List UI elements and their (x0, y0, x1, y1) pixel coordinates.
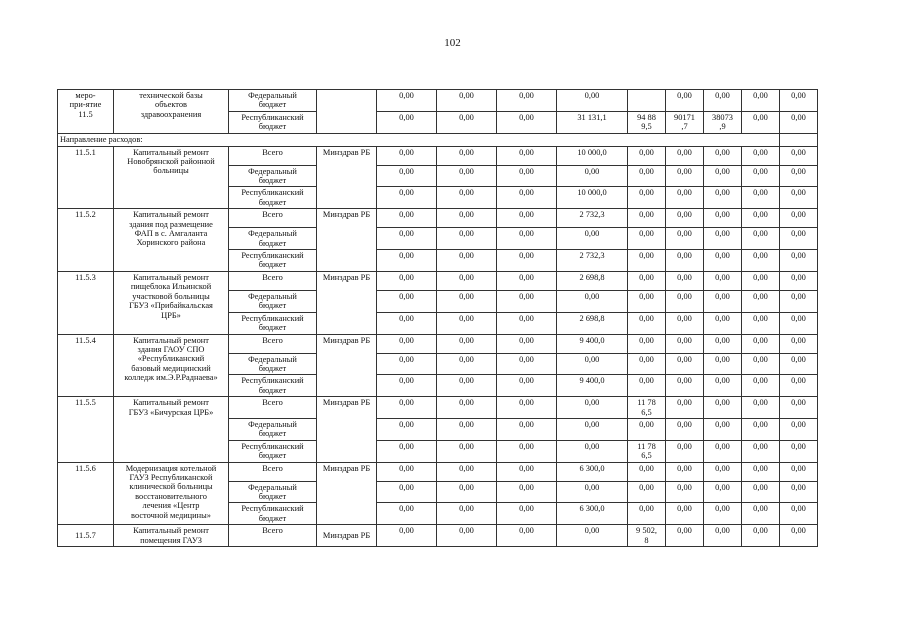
amount-cell: 2 698,8 (557, 312, 628, 334)
amount-cell: 0,00 (780, 418, 818, 440)
amount-cell: 0,00 (377, 462, 437, 481)
amount-cell: 0,00 (780, 209, 818, 228)
amount-cell: 0,00 (742, 418, 780, 440)
amount-cell: 0,00 (704, 290, 742, 312)
amount-cell: 0,00 (437, 146, 497, 165)
amount-cell: 0,00 (704, 418, 742, 440)
amount-cell: 0,00 (497, 209, 557, 228)
amount-cell: 0,00 (780, 271, 818, 290)
amount-cell: 0,00 (780, 90, 818, 112)
amount-cell: 2 698,8 (557, 271, 628, 290)
table-row (58, 90, 818, 112)
table-row (58, 334, 818, 353)
amount-cell: 0,00 (437, 111, 497, 133)
amount-cell: 0,00 (704, 271, 742, 290)
amount-cell: 0,00 (437, 462, 497, 481)
amount-cell: 0,00 (666, 353, 704, 375)
amount-cell: 0,00 (704, 209, 742, 228)
funding-source-cell: Федеральный бюджет (229, 290, 317, 312)
amount-cell: 0,00 (437, 481, 497, 503)
funding-source-cell: Всего (229, 462, 317, 481)
amount-cell: 0,00 (497, 312, 557, 334)
table-row (58, 397, 818, 419)
amount-cell: 0,00 (437, 90, 497, 112)
amount-cell: 0,00 (742, 462, 780, 481)
amount-cell: 0,00 (497, 503, 557, 525)
amount-cell: 0,00 (780, 165, 818, 187)
funding-source-cell: Всего (229, 334, 317, 353)
amount-cell: 0,00 (704, 440, 742, 462)
item-code-cell: 11.5.5 (58, 397, 114, 462)
amount-cell: 10 000,0 (557, 187, 628, 209)
amount-cell: 11 78 6,5 (628, 397, 666, 419)
amount-cell: 38073 ,9 (704, 111, 742, 133)
item-code-cell: 11.5.2 (58, 209, 114, 272)
funding-source-cell: Республиканский бюджет (229, 111, 317, 133)
measure-code-cell: меро- при-ятие 11.5 (58, 90, 114, 134)
budget-table (57, 89, 818, 547)
amount-cell: 6 300,0 (557, 503, 628, 525)
executor-cell: Минздрав РБ (317, 209, 377, 272)
amount-cell: 0,00 (780, 111, 818, 133)
amount-cell: 0,00 (704, 187, 742, 209)
amount-cell: 0,00 (742, 440, 780, 462)
amount-cell: 0,00 (628, 312, 666, 334)
amount-cell: 0,00 (704, 334, 742, 353)
amount-cell: 0,00 (742, 146, 780, 165)
executor-cell: Минздрав РБ (317, 146, 377, 209)
amount-cell: 0,00 (497, 146, 557, 165)
amount-cell: 0,00 (628, 462, 666, 481)
funding-source-cell: Всего (229, 271, 317, 290)
funding-source-cell: Федеральный бюджет (229, 418, 317, 440)
amount-cell: 0,00 (742, 228, 780, 250)
amount-cell: 31 131,1 (557, 111, 628, 133)
amount-cell: 0,00 (780, 481, 818, 503)
amount-cell: 0,00 (497, 111, 557, 133)
amount-cell: 0,00 (377, 440, 437, 462)
amount-cell: 0,00 (628, 290, 666, 312)
amount-cell: 0,00 (704, 375, 742, 397)
funding-source-cell: Всего (229, 146, 317, 165)
amount-cell: 0,00 (780, 353, 818, 375)
amount-cell: 0,00 (557, 440, 628, 462)
amount-cell: 0,00 (497, 250, 557, 272)
amount-cell: 0,00 (557, 290, 628, 312)
funding-source-cell: Федеральный бюджет (229, 90, 317, 112)
amount-cell: 0,00 (666, 375, 704, 397)
amount-cell: 0,00 (437, 503, 497, 525)
amount-cell: 0,00 (780, 503, 818, 525)
amount-cell: 0,00 (666, 481, 704, 503)
amount-cell: 0,00 (666, 397, 704, 419)
amount-cell: 0,00 (497, 481, 557, 503)
amount-cell: 0,00 (437, 440, 497, 462)
amount-cell: 0,00 (497, 90, 557, 112)
executor-cell: Минздрав РБ (317, 334, 377, 397)
amount-cell: 0,00 (557, 165, 628, 187)
measure-name-cell: технической базы объектов здравоохранения (114, 90, 229, 134)
amount-cell: 0,00 (742, 271, 780, 290)
amount-cell: 0,00 (437, 397, 497, 419)
amount-cell: 0,00 (437, 525, 497, 547)
amount-cell: 0,00 (377, 503, 437, 525)
amount-cell: 0,00 (742, 312, 780, 334)
item-code-cell: 11.5.4 (58, 334, 114, 397)
executor-cell (317, 90, 377, 134)
amount-cell: 0,00 (437, 165, 497, 187)
amount-cell: 0,00 (377, 187, 437, 209)
amount-cell: 0,00 (628, 375, 666, 397)
amount-cell: 0,00 (704, 353, 742, 375)
amount-cell: 0,00 (497, 418, 557, 440)
amount-cell: 0,00 (666, 165, 704, 187)
amount-cell: 0,00 (377, 290, 437, 312)
funding-source-cell: Федеральный бюджет (229, 353, 317, 375)
amount-cell: 0,00 (780, 146, 818, 165)
table-row (58, 462, 818, 481)
amount-cell: 2 732,3 (557, 250, 628, 272)
amount-cell: 94 88 9,5 (628, 111, 666, 133)
amount-cell: 0,00 (437, 271, 497, 290)
item-name-cell: Капитальный ремонт пищеблока Ильинской участковой больницы ГБУЗ «Прибайкальская ЦРБ» (114, 271, 229, 334)
amount-cell: 0,00 (497, 290, 557, 312)
amount-cell: 0,00 (742, 209, 780, 228)
item-code-cell: 11.5.6 (58, 462, 114, 525)
amount-cell: 0,00 (557, 228, 628, 250)
amount-cell: 0,00 (666, 90, 704, 112)
amount-cell: 0,00 (704, 462, 742, 481)
amount-cell: 0,00 (497, 462, 557, 481)
amount-cell: 11 78 6,5 (628, 440, 666, 462)
amount-cell: 0,00 (780, 525, 818, 547)
amount-cell: 0,00 (742, 165, 780, 187)
item-name-cell: Капитальный ремонт Новобрянской районной больницы (114, 146, 229, 209)
funding-source-cell: Республиканский бюджет (229, 375, 317, 397)
funding-source-cell: Республиканский бюджет (229, 187, 317, 209)
amount-cell: 0,00 (377, 334, 437, 353)
funding-source-cell: Всего (229, 397, 317, 419)
amount-cell: 0,00 (666, 290, 704, 312)
amount-cell: 0,00 (497, 271, 557, 290)
amount-cell: 0,00 (377, 90, 437, 112)
amount-cell: 0,00 (666, 334, 704, 353)
amount-cell: 0,00 (628, 271, 666, 290)
amount-cell: 0,00 (742, 290, 780, 312)
amount-cell: 90171 ,7 (666, 111, 704, 133)
amount-cell: 0,00 (557, 90, 628, 112)
amount-cell: 0,00 (377, 525, 437, 547)
amount-cell: 0,00 (780, 312, 818, 334)
amount-cell: 0,00 (780, 250, 818, 272)
amount-cell: 0,00 (704, 90, 742, 112)
amount-cell: 9 400,0 (557, 375, 628, 397)
funding-source-cell: Республиканский бюджет (229, 312, 317, 334)
funding-source-cell: Республиканский бюджет (229, 250, 317, 272)
amount-cell: 0,00 (377, 228, 437, 250)
amount-cell: 0,00 (628, 334, 666, 353)
amount-cell: 0,00 (437, 250, 497, 272)
amount-cell: 0,00 (377, 418, 437, 440)
amount-cell: 0,00 (377, 209, 437, 228)
amount-cell: 0,00 (377, 165, 437, 187)
amount-cell: 9 400,0 (557, 334, 628, 353)
funding-source-cell: Федеральный бюджет (229, 165, 317, 187)
amount-cell: 0,00 (377, 312, 437, 334)
funding-source-cell: Федеральный бюджет (229, 228, 317, 250)
amount-cell: 0,00 (704, 525, 742, 547)
amount-cell: 0,00 (780, 375, 818, 397)
amount-cell: 0,00 (557, 418, 628, 440)
item-name-cell: Капитальный ремонт здания ГАОУ СПО «Республиканский базовый медицинский колледж им.Э.Р.Раднаева» (114, 334, 229, 397)
amount-cell: 0,00 (742, 334, 780, 353)
amount-cell: 0,00 (497, 353, 557, 375)
amount-cell: 0,00 (742, 90, 780, 112)
table-row (58, 525, 818, 547)
amount-cell: 0,00 (666, 187, 704, 209)
amount-cell: 0,00 (666, 525, 704, 547)
amount-cell: 0,00 (557, 353, 628, 375)
amount-cell: 0,00 (628, 353, 666, 375)
item-name-cell: Капитальный ремонт помещения ГАУЗ (114, 525, 229, 547)
amount-cell: 0,00 (742, 481, 780, 503)
page-number: 102 (444, 37, 461, 49)
amount-cell: 0,00 (780, 462, 818, 481)
item-code-cell: 11.5.1 (58, 146, 114, 209)
amount-cell: 6 300,0 (557, 462, 628, 481)
executor-cell: Минздрав РБ (317, 397, 377, 462)
amount-cell (628, 90, 666, 112)
amount-cell: 0,00 (704, 397, 742, 419)
amount-cell: 0,00 (780, 228, 818, 250)
amount-cell: 0,00 (742, 375, 780, 397)
amount-cell: 0,00 (780, 187, 818, 209)
amount-cell: 0,00 (437, 375, 497, 397)
amount-cell: 0,00 (780, 334, 818, 353)
amount-cell: 0,00 (704, 481, 742, 503)
amount-cell: 0,00 (704, 250, 742, 272)
item-name-cell: Капитальный ремонт ГБУЗ «Бичурская ЦРБ» (114, 397, 229, 462)
amount-cell: 0,00 (666, 312, 704, 334)
funding-source-cell: Всего (229, 209, 317, 228)
amount-cell: 0,00 (742, 250, 780, 272)
amount-cell: 0,00 (628, 209, 666, 228)
amount-cell: 0,00 (377, 353, 437, 375)
amount-cell: 0,00 (666, 250, 704, 272)
amount-cell: 0,00 (557, 397, 628, 419)
amount-cell: 0,00 (780, 440, 818, 462)
amount-cell: 0,00 (742, 111, 780, 133)
item-code-cell: 11.5.7 (58, 525, 114, 547)
amount-cell: 0,00 (437, 312, 497, 334)
amount-cell: 0,00 (742, 187, 780, 209)
amount-cell: 0,00 (377, 375, 437, 397)
amount-cell: 0,00 (437, 334, 497, 353)
amount-cell: 0,00 (437, 187, 497, 209)
amount-cell: 0,00 (704, 312, 742, 334)
section-heading: Направление расходов: (58, 133, 780, 146)
amount-cell: 0,00 (557, 525, 628, 547)
amount-cell: 0,00 (704, 503, 742, 525)
amount-cell: 0,00 (704, 146, 742, 165)
amount-cell: 0,00 (437, 228, 497, 250)
amount-cell: 0,00 (666, 271, 704, 290)
executor-cell: Минздрав РБ (317, 525, 377, 547)
amount-cell: 0,00 (377, 250, 437, 272)
amount-cell: 0,00 (666, 418, 704, 440)
amount-cell: 0,00 (704, 165, 742, 187)
amount-cell: 0,00 (666, 209, 704, 228)
amount-cell: 0,00 (437, 209, 497, 228)
executor-cell: Минздрав РБ (317, 271, 377, 334)
blank-cell (780, 133, 818, 146)
amount-cell: 0,00 (437, 353, 497, 375)
amount-cell: 0,00 (666, 462, 704, 481)
amount-cell: 10 000,0 (557, 146, 628, 165)
amount-cell: 0,00 (497, 397, 557, 419)
amount-cell: 0,00 (628, 187, 666, 209)
amount-cell: 0,00 (780, 397, 818, 419)
funding-source-cell: Федеральный бюджет (229, 481, 317, 503)
executor-cell: Минздрав РБ (317, 462, 377, 525)
amount-cell: 0,00 (437, 418, 497, 440)
amount-cell: 0,00 (497, 187, 557, 209)
amount-cell: 0,00 (628, 418, 666, 440)
amount-cell: 0,00 (666, 440, 704, 462)
amount-cell: 0,00 (742, 503, 780, 525)
amount-cell: 0,00 (497, 375, 557, 397)
amount-cell: 0,00 (666, 146, 704, 165)
amount-cell: 0,00 (497, 165, 557, 187)
amount-cell: 0,00 (377, 481, 437, 503)
amount-cell: 0,00 (628, 481, 666, 503)
amount-cell: 0,00 (628, 165, 666, 187)
item-name-cell: Модернизация котельной ГАУЗ Республиканской клинической больницы восстановительного лечения «Центр восточной медицины» (114, 462, 229, 525)
funding-source-cell: Всего (229, 525, 317, 547)
amount-cell: 0,00 (497, 525, 557, 547)
amount-cell: 0,00 (742, 397, 780, 419)
amount-cell: 0,00 (377, 271, 437, 290)
amount-cell: 0,00 (704, 228, 742, 250)
amount-cell: 9 502, 8 (628, 525, 666, 547)
table-row (58, 146, 818, 165)
amount-cell: 0,00 (377, 111, 437, 133)
amount-cell: 0,00 (628, 228, 666, 250)
amount-cell: 0,00 (557, 481, 628, 503)
amount-cell: 0,00 (497, 228, 557, 250)
item-name-cell: Капитальный ремонт здания под размещение ФАП в с. Амгаланта Хоринского района (114, 209, 229, 272)
amount-cell: 0,00 (666, 228, 704, 250)
amount-cell: 0,00 (628, 503, 666, 525)
amount-cell: 0,00 (742, 525, 780, 547)
amount-cell: 0,00 (666, 503, 704, 525)
amount-cell: 0,00 (628, 250, 666, 272)
amount-cell: 0,00 (377, 397, 437, 419)
amount-cell: 0,00 (437, 290, 497, 312)
amount-cell: 0,00 (780, 290, 818, 312)
table-row (58, 133, 818, 146)
amount-cell: 0,00 (497, 334, 557, 353)
funding-source-cell: Республиканский бюджет (229, 503, 317, 525)
table-row (58, 209, 818, 228)
amount-cell: 0,00 (628, 146, 666, 165)
table-row (58, 271, 818, 290)
amount-cell: 0,00 (497, 440, 557, 462)
item-code-cell: 11.5.3 (58, 271, 114, 334)
amount-cell: 0,00 (377, 146, 437, 165)
amount-cell: 0,00 (742, 353, 780, 375)
amount-cell: 2 732,3 (557, 209, 628, 228)
funding-source-cell: Республиканский бюджет (229, 440, 317, 462)
